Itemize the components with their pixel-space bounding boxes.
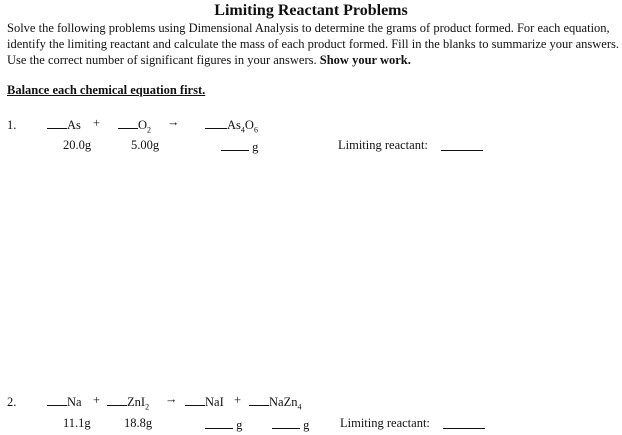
mass-answer-blank[interactable]	[205, 416, 233, 429]
unit: g	[252, 140, 259, 154]
limiting-reactant-label: Limiting reactant:	[338, 138, 428, 152]
reactant-1	[47, 116, 81, 133]
product-1-formula: NaI	[205, 395, 224, 409]
subscript: 6	[253, 125, 258, 135]
subscript: 2	[145, 402, 150, 412]
reactant-1-mass: 20.0g	[63, 138, 92, 152]
subscript: 4	[240, 125, 245, 135]
coefficient-blank[interactable]	[205, 116, 227, 129]
plus-sign: +	[93, 393, 101, 407]
limiting-reactant-label: Limiting reactant:	[340, 416, 430, 430]
reactant-2-formula-base: ZnI	[127, 395, 146, 409]
coefficient-blank[interactable]	[47, 116, 67, 129]
instructions	[7, 20, 619, 68]
unit: g	[303, 418, 310, 432]
balance-heading: Balance each chemical equation first.	[7, 83, 206, 97]
coefficient-blank[interactable]	[47, 393, 67, 406]
product-1-part-1: As	[227, 118, 241, 132]
mass-answer-blank[interactable]	[272, 416, 300, 429]
instructions-text: Solve the following problems using Dimensional Analysis to determine the grams of product formed. For each equation, identify the limiting reactant and calculate the mass of each product formed. Fill in the blanks to summarize your answers. Use the correct number of significant figures in your answers.	[7, 21, 619, 67]
reaction-arrow: →	[165, 392, 178, 406]
reactant-2-mass: 18.8g	[124, 416, 153, 430]
problem-number: 2.	[7, 395, 17, 409]
page-title: Limiting Reactant Problems	[214, 2, 408, 19]
product-1	[185, 393, 224, 410]
mass-answer-blank[interactable]	[221, 138, 249, 151]
instructions-emphasis: Show your work.	[319, 53, 411, 67]
reactant-2-formula-base: O	[138, 118, 148, 132]
product-1-part-2: O	[244, 118, 254, 132]
product-1	[205, 116, 258, 133]
plus-sign: +	[93, 116, 101, 130]
reactant-1-formula: Na	[67, 395, 82, 409]
product-2-formula-base: NaZn	[269, 395, 298, 409]
reactant-1-mass: 11.1g	[63, 416, 91, 430]
subscript: 2	[147, 125, 152, 135]
unit: g	[236, 418, 243, 432]
product-1-mass	[221, 138, 258, 155]
coefficient-blank[interactable]	[107, 393, 127, 406]
reaction-arrow: →	[167, 115, 180, 129]
plus-sign: +	[234, 393, 242, 407]
product-1-mass	[205, 416, 242, 433]
coefficient-blank[interactable]	[185, 393, 205, 406]
reactant-1-formula: As	[67, 118, 81, 132]
reactant-1	[47, 393, 82, 410]
product-2	[249, 393, 301, 410]
reactant-2-mass: 5.00g	[131, 138, 160, 152]
problem-number: 1.	[7, 118, 17, 132]
coefficient-blank[interactable]	[118, 116, 138, 129]
limiting-reactant-blank[interactable]	[443, 416, 485, 429]
coefficient-blank[interactable]	[249, 393, 269, 406]
limiting-reactant-blank[interactable]	[441, 138, 483, 151]
subscript: 4	[297, 402, 302, 412]
reactant-2	[118, 116, 151, 133]
reactant-2	[107, 393, 149, 410]
product-2-mass	[272, 416, 309, 433]
